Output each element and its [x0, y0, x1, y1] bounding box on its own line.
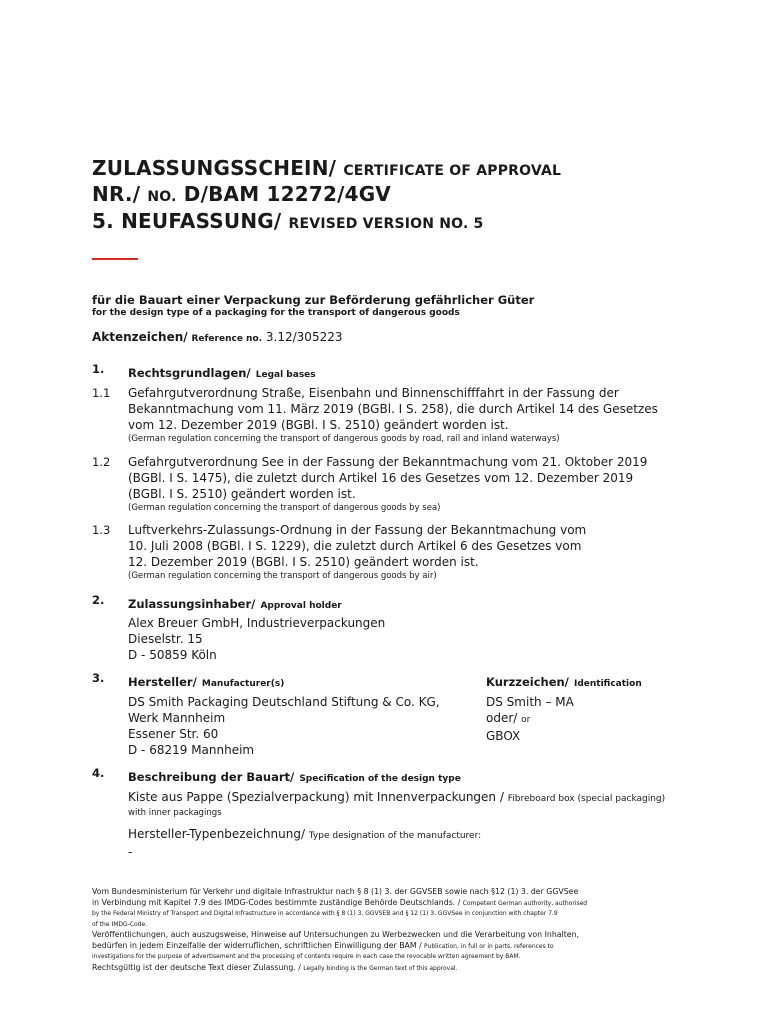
identification-or [486, 710, 574, 728]
description-de: Kiste aus Pappe (Spezialverpackung) mit Innenverpackungen / [128, 790, 504, 804]
footer-line: Veröffentlichungen, auch auszugsweise, Hinweise auf Untersuchungen zu Werbezwecken und die Verarbeitung von Inhalten, [92, 930, 579, 939]
description-en-cont: with inner packagings [128, 808, 222, 818]
type-designation-de: Hersteller-Typenbezeichnung/ [128, 827, 305, 841]
identification-marks [486, 694, 574, 744]
item-1-1-line: Bekanntmachung vom 11. März 2019 (BGBl. I S. 258), die durch Artikel 14 des Gesetzes [128, 402, 658, 416]
certificate-number: D/BAM 12272/4GV [183, 182, 391, 206]
title-line-3 [92, 209, 483, 233]
item-1-2-note: (German regulation concerning the transport of dangerous goods by sea) [128, 503, 441, 513]
item-1-3-number: 1.3 [92, 523, 111, 537]
identification-line: DS Smith – MA [486, 695, 574, 709]
identification-line: GBOX [486, 729, 521, 743]
item-1-3-line: 10. Juli 2008 (BGBl. I S. 1229), die zuletzt durch Artikel 6 des Gesetzes vom [128, 539, 582, 553]
reference-line [92, 330, 342, 344]
section-1-number: 1. [92, 362, 105, 376]
or-de: oder/ [486, 711, 518, 725]
item-1-2-line: Gefahrgutverordnung See in der Fassung der Bekanntmachung vom 21. Oktober 2019 [128, 455, 648, 469]
title-line-2 [92, 182, 391, 206]
section-3-title-en: Manufacturer(s) [201, 679, 285, 689]
footer-line-en: Publication, in full or in parts, references to [424, 942, 554, 950]
section-4-title-en: Specification of the design type [299, 774, 461, 784]
section-1-title-en: Legal bases [255, 370, 316, 380]
section-2-title-de: Zulassungsinhaber/ [128, 597, 256, 611]
footer-line: investigations for the purpose of advertisement and the processing of contents require in each case the revocable written agreement by BAM. [92, 953, 521, 960]
item-1-3-note: (German regulation concerning the transport of dangerous goods by air) [128, 571, 437, 581]
address-line: Dieselstr. 15 [128, 632, 203, 646]
section-2-number: 2. [92, 593, 105, 607]
address-line: D - 68219 Mannheim [128, 743, 255, 757]
address-line: Alex Breuer GmbH, Industrieverpackungen [128, 616, 386, 630]
footer-line [92, 963, 672, 975]
address-line: Werk Mannheim [128, 711, 226, 725]
description-line [128, 789, 688, 807]
section-4-title [128, 766, 461, 785]
section-3-title-de: Hersteller/ [128, 675, 197, 689]
description-en: Fibreboard box (special packaging) [507, 794, 666, 804]
footer-line-en: Legally binding is the German text of this approval. [303, 964, 458, 972]
type-designation-value: - [128, 845, 133, 859]
section-3-title [128, 671, 284, 690]
address-line: D - 50859 Köln [128, 648, 217, 662]
accent-divider [92, 258, 138, 260]
item-1-1-note: (German regulation concerning the transport of dangerous goods by road, rail and inland waterways) [128, 434, 560, 444]
reference-value: 3.12/305223 [265, 330, 343, 344]
identification-title-en: Identification [573, 679, 642, 689]
identification-title-de: Kurzzeichen/ [486, 675, 569, 689]
design-type-description [128, 789, 688, 819]
title-de: ZULASSUNGSSCHEIN/ [92, 156, 337, 180]
title-line-1 [92, 156, 561, 180]
item-1-3-line: Luftverkehrs-Zulassungs-Ordnung in der Fassung der Bekanntmachung vom [128, 523, 587, 537]
revision-en: REVISED VERSION NO. 5 [288, 216, 484, 232]
address-line: Essener Str. 60 [128, 727, 219, 741]
reference-label-de: Aktenzeichen/ [92, 330, 188, 344]
section-1-title-de: Rechtsgrundlagen/ [128, 366, 251, 380]
item-1-1-line: vom 12. Dezember 2019 (BGBl. I S. 2510) geändert worden ist. [128, 418, 509, 432]
item-1-2-line: (BGBl. I S. 1475), die zuletzt durch Artikel 16 des Gesetzes vom 12. Dezember 2019 [128, 471, 634, 485]
type-designation-en: Type designation of the manufacturer: [308, 831, 482, 841]
footer-line-de: in Verbindung mit Kapitel 7.9 des IMDG-Codes bestimmte zuständige Behörde Deutschlands. / [92, 897, 461, 907]
number-label-de: NR./ [92, 182, 141, 206]
item-1-2-number: 1.2 [92, 455, 111, 469]
intro-de: für die Bauart einer Verpackung zur Beförderung gefährlicher Güter [92, 293, 535, 307]
footer-line: Vom Bundesministerium für Verkehr und digitale Infrastruktur nach § 8 (1) 3. der GGVSEB sowie nach §12 (1) 3. der GGVSee [92, 887, 579, 896]
item-1-2-text [128, 454, 647, 514]
identification-title [486, 671, 642, 690]
footer-line [92, 898, 672, 910]
footer-line: of the IMDG-Code. [92, 920, 148, 928]
address-line: DS Smith Packaging Deutschland Stiftung & Co. KG, [128, 695, 440, 709]
or-en: or [521, 715, 531, 725]
item-1-3-text [128, 522, 586, 582]
section-2-title [128, 593, 342, 612]
number-label-en: NO. [147, 189, 177, 205]
section-4-title-de: Beschreibung der Bauart/ [128, 770, 295, 784]
footer [92, 887, 672, 974]
section-2-title-en: Approval holder [260, 601, 342, 611]
footer-line [92, 941, 672, 953]
footer-line: by the Federal Ministry of Transport and Digital Infrastructure in accordance with § 8 (1) 3. GGVSEB and § 12 (1) 3. GGVSee in conjunction with chapter 7.9 [92, 910, 558, 917]
revision-de: 5. NEUFASSUNG/ [92, 209, 282, 233]
item-1-1-text [128, 385, 658, 445]
footer-line-de: bedürfen in jedem Einzelfalle der widerruflichen, schriftlichen Einwilligung der BAM / [92, 940, 422, 950]
item-1-1-number: 1.1 [92, 386, 111, 400]
item-1-2-line: (BGBl. I S. 2510) geändert worden ist. [128, 487, 356, 501]
section-1-title [128, 362, 316, 381]
type-designation-label [128, 826, 481, 844]
footer-line-de: Rechtsgültig ist der deutsche Text dieser Zulassung. / [92, 962, 301, 972]
reference-label-en: Reference no. [191, 334, 263, 344]
intro-en: for the design type of a packaging for the transport of dangerous goods [92, 308, 460, 318]
manufacturer-address [128, 694, 440, 758]
section-3-number: 3. [92, 671, 105, 685]
footer-line-en: Competent German authority, authorised [462, 899, 588, 907]
approval-holder-address [128, 615, 385, 663]
section-4-number: 4. [92, 766, 105, 780]
item-1-1-line: Gefahrgutverordnung Straße, Eisenbahn und Binnenschifffahrt in der Fassung der [128, 386, 619, 400]
title-en: CERTIFICATE OF APPROVAL [343, 163, 562, 179]
item-1-3-line: 12. Dezember 2019 (BGBl. I S. 2510) geändert worden ist. [128, 555, 479, 569]
type-designation [128, 826, 481, 860]
